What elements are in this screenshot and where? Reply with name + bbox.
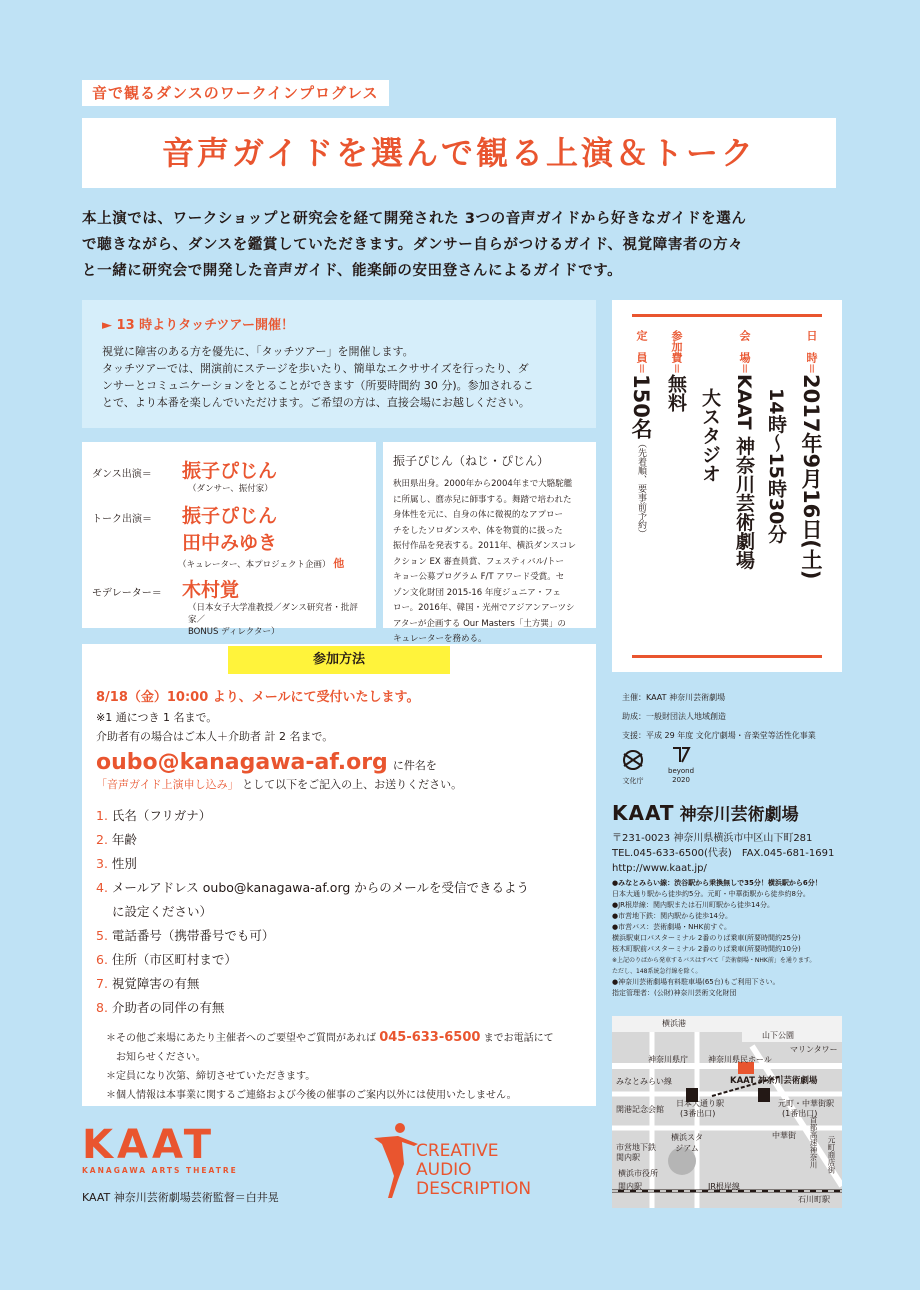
fee-value: 無料 (665, 374, 687, 412)
map-label: 関内駅 (618, 1182, 642, 1191)
touch-line: とで、より本番を楽しんでいただけます。ご希望の方は、直接会場にお越しください。 (102, 396, 530, 409)
list-item: 6. 住所（市区町村まで） (96, 952, 237, 967)
venue-label: 会 場＝ (738, 330, 751, 374)
profile-line: ロー。2016年、韓国・光州でアジアンアーツシ (393, 603, 575, 613)
talk-cast-label: トーク出演＝ (92, 514, 152, 525)
map-label: 神奈川県民ホール (708, 1055, 772, 1064)
apply-heading: 参加方法 (228, 646, 450, 674)
capacity-value: 150名 (629, 374, 653, 439)
profile-line: クション EX 審査員賞、フェスティバル/トー (393, 556, 565, 567)
apply-subject: 「音声ガイド上演申し込み」 (96, 778, 239, 791)
kaat-info (612, 800, 842, 999)
map-label: 首都高速神奈川 (809, 1116, 818, 1169)
touch-line: タッチツアーでは、開演前にステージを歩いたり、簡単なエクササイズを行ったり、ダ (102, 362, 529, 375)
footnote: お知らせください。 (116, 1052, 206, 1063)
map-label: 元町・中華街駅 (778, 1099, 834, 1108)
profile-line: 秋田県出身。2000年から2004年まで大駱駝艦 (393, 479, 573, 489)
intro-line: で聴きながら、ダンスを鑑賞していただきます。ダンサー自らがつけるガイド、視覚障害者の方々 (82, 237, 744, 253)
list-item: 2. 年齢 (96, 832, 137, 847)
map-label: 山下公園 (762, 1031, 794, 1040)
apply-list (96, 804, 586, 1020)
cast-box (82, 442, 376, 637)
cad-line: AUDIO (416, 1160, 472, 1180)
profile-title: 振子ぴじん（ねじ・ぴじん） (393, 454, 550, 468)
moderator-name: 木村覚 (182, 579, 240, 601)
beyond2020-logo: beyond 2020 (668, 746, 694, 785)
divider (632, 655, 822, 658)
moderator-role: BONUS ディレクター） (188, 627, 280, 637)
sponsors (622, 688, 816, 745)
list-item: 3. 性別 (96, 856, 137, 871)
time-value: 14時〜15時30分 (765, 388, 787, 544)
kaat-tel: TEL.045-633-6500(代表) FAX.045-681-1691 (612, 848, 835, 859)
cad-line: DESCRIPTION (416, 1179, 532, 1199)
touch-tour-box (82, 300, 596, 428)
touch-line: ンサーとコミュニケーションをとることができます（所要時間約 30 分)。参加されるこ (102, 379, 534, 392)
kaat-logo: KAAT (82, 1122, 216, 1168)
capacity-note: （先着順、要事前予約） (636, 438, 646, 538)
profile-line: キョー公募プログラム F/T アワード受賞。セ (393, 572, 565, 582)
apply-email-suffix: に件名を (392, 759, 437, 772)
list-item: 4. メールアドレス oubo@kanagawa-af.org からのメールを受信できるよう (96, 880, 530, 895)
intro-line: と一緒に研究会で開発した音声ガイド、能楽師の安田登さんによるガイドです。 (82, 263, 623, 279)
map-label: みなとみらい線 (616, 1077, 672, 1086)
map-label: 石川町駅 (798, 1195, 830, 1204)
access-info: ●みなとみらい線：渋谷駅から乗換無しで35分！横浜駅から6分！ 日本大通り駅から徒歩約5分。元町・中華街駅から徒歩約8分。 ●JR根岸線：関内駅または石川町駅から徒歩14分。 ●市営地下鉄：関内駅から徒歩14分。 ●市営バス：芸術劇場・NHK前すぐ。 横浜駅東口バスターミナル 2番のりば乗車(所要時間約25分) 桜木町駅前バスターミナル 2番のりば乗車(所要時間約10分) ※上記のりばから発車するバスはすべて「芸術劇場・NHK前」を通ります。 ただし、148系統急行線を除く。 ●神奈川芸術劇場有料駐車場(65台)もご利用下さい。 指定管理者：(公財)神奈川芸術文化財団 (612, 879, 822, 997)
map-label: 開港記念会館 (616, 1105, 664, 1114)
organizer: 主催：KAAT 神奈川芸術劇場 (622, 693, 726, 702)
profile-line: キュレーターを務める。 (393, 634, 487, 644)
touch-tour-heading: ► 13 時よりタッチツアー開催！ (102, 318, 294, 333)
map-label: 関内駅 (616, 1153, 640, 1162)
bunkacho-logo: 文化庁 (616, 748, 650, 786)
list-item: 7. 視覚障害の有無 (96, 976, 200, 991)
map-label: KAAT 神奈川芸術劇場 (730, 1076, 818, 1086)
venue-value: KAAT 神奈川芸術劇場 (733, 374, 755, 570)
apply-date: 8/18（金）10:00 より、メールにて受付いたします。 (96, 690, 420, 705)
dancer-icon (372, 1120, 422, 1200)
support: 助成：一般財団法人地域創造 (622, 712, 726, 721)
apply-email[interactable]: oubo@kanagawa-af.org (96, 750, 388, 775)
map-label: 横浜市役所 (618, 1169, 658, 1178)
map-label: (3番出口) (680, 1109, 716, 1118)
venue-room: 大スタジオ (699, 388, 721, 483)
profile-line: に所属し、麿赤兒に師事する。舞踏で培われた (393, 494, 572, 505)
dance-cast-name: 振子ぴじん (182, 460, 278, 482)
talk-cast-name: 振子ぴじん (182, 505, 278, 527)
intro-text (82, 206, 842, 284)
kaat-name: 神奈川芸術劇場 (679, 805, 799, 825)
talk-cast-role: （キュレーター、本プロジェクト企画） (178, 560, 331, 570)
map-label: JR根岸線 (708, 1182, 740, 1191)
phone-number: 045-633-6500 (379, 1030, 481, 1045)
event-subtitle: 音で観るダンスのワークインプログレス (82, 80, 389, 106)
date-value: 2017年9月16日(土) (799, 374, 823, 580)
apply-note: ※1 通につき 1 名まで。 (96, 711, 218, 724)
profile-line: ゾン文化財団 2015-16 年度ジュニア・フェ (393, 587, 561, 598)
kaat-url[interactable]: http://www.kaat.jp/ (612, 863, 707, 874)
divider (632, 314, 822, 317)
profile-line: 身体性を元に、自身の体に微視的なアプロー (393, 510, 564, 520)
profile-text (393, 477, 586, 648)
apply-note: 介助者有の場合はご本人＋介助者 計 2 名まで。 (96, 730, 334, 743)
footnote: ＊定員になり次第、締切させていただきます。 (106, 1071, 316, 1082)
footnote: ＊個人情報は本事業に関するご連絡および今後の催事のご案内以外には使用いたしません。 (106, 1090, 517, 1101)
map-label: 横浜スタジアム (671, 1133, 703, 1153)
profile-line: チをしたソロダンスや、体を物質的に扱った (393, 525, 563, 536)
profile-box (383, 442, 596, 644)
apply-subject-suffix: として以下をご記入の上、お送りください。 (242, 778, 463, 791)
profile-line: 振付作品を発表する。2011年、横浜ダンスコレ (393, 541, 576, 551)
capacity-label: 定 員＝ (635, 330, 648, 374)
bunkacho-icon (616, 748, 650, 772)
list-item: に設定ください） (112, 904, 213, 919)
apply-footnotes (96, 1028, 586, 1105)
access-map (612, 1016, 842, 1208)
event-details-box (612, 300, 842, 672)
moderator-label: モデレーター＝ (92, 588, 162, 599)
footnote: までお電話にて (483, 1033, 554, 1044)
apply-box (82, 644, 596, 1106)
dance-cast-role: （ダンサー、振付家） (188, 484, 273, 494)
map-label: 日本大通り駅 (676, 1099, 724, 1108)
artistic-director: KAAT 神奈川芸術劇場芸術監督＝白井晃 (82, 1191, 279, 1204)
kaat-logo-sub: KANAGAWA ARTS THEATRE (82, 1166, 238, 1175)
kaat-logo-text: KAAT (612, 801, 675, 825)
fee-label: 参加費＝ (670, 330, 683, 374)
map-label: マリンタワー (790, 1045, 838, 1054)
title-banner (82, 118, 836, 188)
list-item: 5. 電話番号（携帯番号でも可） (96, 928, 275, 943)
aid: 支援：平成 29 年度 文化庁劇場・音楽堂等活性化事業 (622, 731, 816, 740)
date-label: 日 時＝ (805, 330, 818, 374)
touch-line: 視覚に障害のある方を優先に、「タッチツアー」を開催します。 (102, 345, 414, 358)
map-label: 中華街 (772, 1131, 796, 1140)
map-label: 神奈川県庁 (648, 1055, 688, 1064)
touch-tour-text (102, 343, 576, 411)
beyond-icon (670, 746, 692, 764)
kaat-address: 〒231-0023 神奈川県横浜市中区山下町281 (612, 833, 813, 844)
kaat-footer-logo (82, 1124, 279, 1205)
map-label: 市営地下鉄 (616, 1143, 656, 1152)
talk-cast-others: 他 (333, 557, 345, 570)
talk-cast-name: 田中みゆき (182, 532, 278, 554)
list-item: 8. 介助者の同伴の有無 (96, 1000, 225, 1015)
intro-line: 本上演では、ワークショップと研究会を経て開発された 3つの音声ガイドから好きなガイドを選ん (82, 211, 747, 227)
cad-line: CREATIVE (416, 1141, 499, 1161)
map-label: 元町商店街 (827, 1136, 836, 1174)
moderator-role: （日本女子大学准教授／ダンス研究者・批評家／ (188, 603, 358, 625)
dance-cast-label: ダンス出演＝ (92, 469, 152, 480)
map-label: (1番出口) (782, 1109, 818, 1118)
list-item: 1. 氏名（フリガナ） (96, 808, 212, 823)
profile-line: アターが企画する Our Masters「土方巽」の (393, 618, 566, 629)
page-title: 音声ガイドを選んで観る上演＆トーク (161, 134, 757, 172)
map-label: 横浜港 (662, 1019, 686, 1028)
footnote: ＊その他ご来場にあたり主催者へのご要望やご質問があれば (106, 1033, 376, 1044)
